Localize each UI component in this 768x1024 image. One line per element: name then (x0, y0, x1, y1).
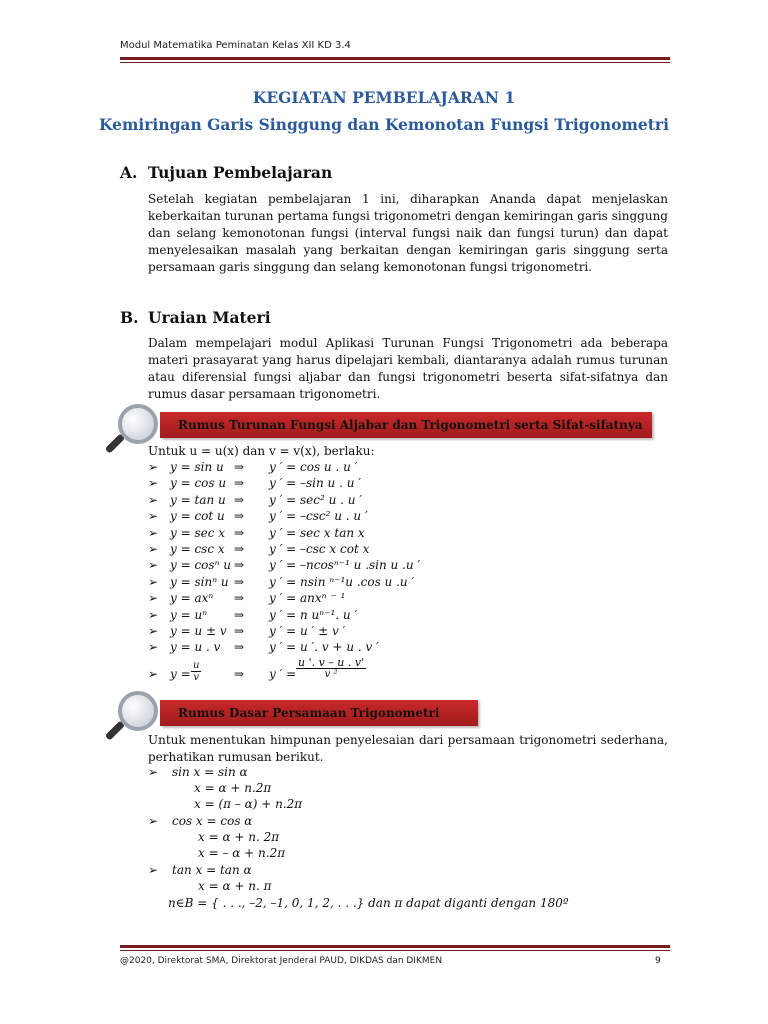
implies-arrow: ⇒ (234, 460, 245, 474)
rule-function: y = cot u (170, 509, 225, 524)
rule-derivative: y ′ = u ′ ± v ′ (269, 624, 346, 638)
section-a-text: Setelah kegiatan pembelajaran 1 ini, diharapkan Ananda dapat menjelaskan keberkaitan turunan pertama fungsi trigonometri dengan kemiringan garis singgung dan selang kemonotonan fungsi (interval fungsi naik dan fungsi turun) dan dapat menyelesaikan masalah yang berkaitan dengan kemiringan garis singgung serta persamaan garis singgung dan selang kemonotonan fungsi trigonometri. (148, 192, 668, 274)
bullet-icon: ➢ (148, 765, 159, 779)
quotient-left-numerator: u (193, 660, 200, 671)
derivative-rule-row (148, 640, 548, 656)
rule-function: y = u ± v (170, 624, 227, 638)
implies-arrow: ⇒ (234, 492, 245, 507)
derivative-rule-row (148, 526, 548, 542)
footer-rule (120, 945, 670, 948)
implies-arrow: ⇒ (234, 591, 245, 606)
quotient-left-label: y = (170, 667, 191, 681)
derivative-rule-row (148, 493, 548, 509)
intro-derivatives: Untuk u = u(x) dan v = v(x), berlaku: (148, 444, 375, 458)
rule-derivative: y ′ = –sin u . u ′ (269, 476, 361, 491)
implies-arrow: ⇒ (234, 558, 245, 573)
formula-banner-1: Rumus Turunan Fungsi Aljabar dan Trigonometri serta Sifat-sifatnya (160, 412, 652, 438)
bullet-icon: ➢ (148, 525, 159, 540)
bullet-icon: ➢ (148, 607, 159, 622)
cos-solution-1: x = α + n. 2π (198, 830, 280, 844)
rule-derivative: y ′ = cos u . u ′ (269, 460, 358, 474)
page-number: 9 (655, 956, 661, 966)
section-a-heading (120, 163, 332, 182)
bullet-icon: ➢ (148, 863, 159, 877)
formula-banner-2: Rumus Dasar Persamaan Trigonometri (160, 700, 478, 726)
footer-rule-thin (120, 950, 670, 951)
quotient-right-numerator: u '. v – u . v' (298, 656, 365, 669)
bullet-icon: ➢ (148, 476, 159, 491)
rule-derivative: y ′ = u ′. v + u . v ′ (269, 640, 379, 655)
section-a-title: Tujuan Pembelajaran (148, 163, 333, 182)
derivative-rule-row (148, 509, 548, 525)
implies-arrow: ⇒ (234, 667, 245, 681)
implies-arrow: ⇒ (234, 624, 245, 638)
sin-solution-1: x = α + n.2π (194, 781, 272, 795)
rule-derivative: y ′ = –csc x cot x (269, 542, 370, 556)
bullet-icon: ➢ (148, 624, 159, 638)
tan-solution-1: x = α + n. π (198, 879, 272, 893)
rule-derivative: y ′ = –ncosⁿ⁻¹ u .sin u .u ′ (269, 558, 421, 573)
rule-function: y = cos u (170, 476, 227, 491)
chapter-title: KEGIATAN PEMBELAJARAN 1 (252, 88, 516, 107)
sin-equation: sin x = sin α (172, 765, 248, 779)
derivative-rule-row (148, 542, 548, 558)
implies-arrow: ⇒ (234, 476, 245, 491)
rule-derivative: y ′ = sec² u . u ′ (269, 492, 363, 507)
tan-equation: tan x = tan α (172, 863, 252, 877)
section-b-letter: B. (120, 308, 139, 327)
rule-derivative: y ′ = sec x tan x (269, 525, 365, 540)
implies-arrow: ⇒ (234, 640, 245, 655)
quotient-rule (148, 656, 548, 688)
quotient-right-fraction (296, 657, 366, 680)
rule-function: y = u . v (170, 640, 221, 655)
magnifier-icon (118, 691, 158, 731)
rule-derivative: y ′ = nsin ⁿ⁻¹u .cos u .u ′ (269, 574, 415, 589)
rule-function: y = axⁿ (170, 591, 214, 606)
bullet-icon: ➢ (148, 558, 159, 573)
derivative-rule-row (148, 575, 548, 591)
implies-arrow: ⇒ (234, 574, 245, 589)
rule-function: y = csc x (170, 542, 225, 556)
section-b-title: Uraian Materi (148, 308, 271, 327)
bullet-icon: ➢ (148, 591, 159, 606)
quotient-left-denominator: v (193, 672, 200, 683)
rule-function: y = uⁿ (170, 607, 208, 622)
bullet-icon: ➢ (148, 640, 159, 655)
bullet-icon: ➢ (148, 574, 159, 589)
rule-function: y = sinⁿ u (170, 574, 229, 589)
implies-arrow: ⇒ (234, 509, 245, 524)
chapter-subtitle: Kemiringan Garis Singgung dan Kemonotan Fungsi Trigonometri (98, 115, 669, 134)
implies-arrow: ⇒ (234, 525, 245, 540)
header-rule (120, 57, 670, 60)
bullet-icon: ➢ (148, 460, 159, 474)
integer-note: n∈B = { . . ., –2, –1, 0, 1, 2, . . .} dan π dapat diganti dengan 180º (168, 896, 569, 910)
cos-equation: cos x = cos α (172, 814, 253, 828)
derivative-rule-row (148, 608, 548, 624)
rule-function: y = tan u (170, 492, 226, 507)
rule-function: y = sec x (170, 525, 226, 540)
derivative-rule-row (148, 476, 548, 492)
magnifier-icon (118, 404, 158, 444)
section-a-letter: A. (120, 163, 138, 182)
derivative-rule-row (148, 624, 548, 640)
derivative-rule-row (148, 591, 548, 607)
sin-solution-2: x = (π – α) + n.2π (194, 797, 303, 811)
bullet-icon: ➢ (148, 667, 159, 681)
bullet-icon: ➢ (148, 542, 159, 556)
section-b-text: Dalam mempelajari modul Aplikasi Turunan Fungsi Trigonometri ada beberapa materi prasayarat yang harus dipelajari kembali, diantaranya adalah rumus turunan atau diferensial fungsi aljabar dan fungsi trigonometri beserta sifat-sifatnya dan rumus dasar persamaan trigonometri. (148, 336, 668, 401)
quotient-right-denominator: v ² (324, 669, 338, 680)
cos-solution-2: x = – α + n.2π (198, 846, 286, 860)
rule-derivative: y ′ = –csc² u . u ′ (269, 509, 368, 524)
rule-function: y = sin u (170, 460, 224, 474)
bullet-icon: ➢ (148, 492, 159, 507)
implies-arrow: ⇒ (234, 607, 245, 622)
trig-equations (148, 765, 668, 915)
rule-function: y = cosⁿ u (170, 558, 231, 573)
rule-derivative: y ′ = anxⁿ ⁻ ¹ (269, 591, 346, 606)
header-rule-thin (120, 62, 670, 63)
bullet-icon: ➢ (148, 814, 159, 828)
quotient-left-fraction (191, 660, 201, 683)
bullet-icon: ➢ (148, 509, 159, 524)
derivative-rule-row (148, 558, 548, 574)
footer-credit: @2020, Direktorat SMA, Direktorat Jenderal PAUD, DIKDAS dan DIKMEN (120, 956, 443, 966)
implies-arrow: ⇒ (234, 542, 245, 556)
section-b-heading (120, 308, 271, 327)
rule-derivative: y ′ = n uⁿ⁻¹. u ′ (269, 607, 358, 622)
page-header: Modul Matematika Peminatan Kelas XII KD 3.4 (120, 40, 351, 51)
intro-equations: Untuk menentukan himpunan penyelesaian dari persamaan trigonometri sederhana, perhatikan rumusan berikut. (148, 733, 668, 764)
quotient-right-label: y ′ = (269, 667, 297, 681)
derivative-rule-row (148, 460, 548, 476)
